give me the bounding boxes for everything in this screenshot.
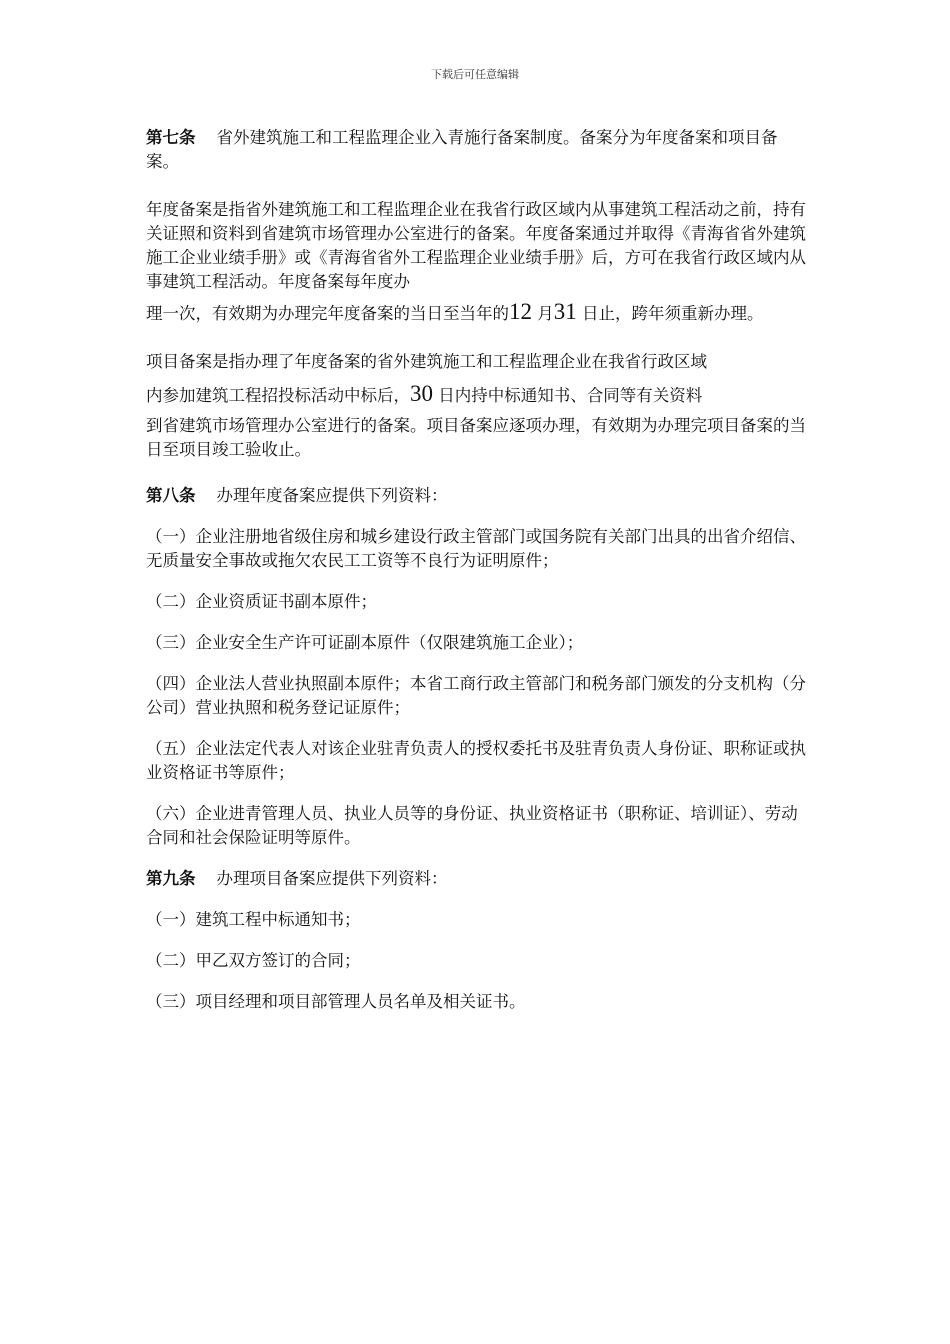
- article-7-text: 省外建筑施工和工程监理企业入青施行备案制度。备案分为年度备案和项目备案。: [146, 128, 778, 171]
- article-9-item-2: （二）甲乙双方签订的合同；: [146, 951, 361, 970]
- project-text-a: 内参加建筑工程招投标活动中标后，: [146, 386, 410, 405]
- annual-text-b: 月: [537, 304, 554, 323]
- project-days-number: 30: [410, 381, 433, 406]
- article-8-label: 第八条: [146, 486, 196, 505]
- article-9-label: 第九条: [146, 869, 196, 888]
- article-7-label: 第七条: [146, 128, 196, 147]
- project-filing-para-2: [146, 380, 808, 412]
- article-8-item-3: （三）企业安全生产许可证副本原件（仅限建筑施工企业）；: [146, 633, 584, 652]
- article-9: [146, 867, 808, 891]
- article-8-item-5: （五）企业法定代表人对该企业驻青负责人的授权委托书及驻青负责人身份证、职称证或执业资格证书等原件；: [146, 739, 806, 782]
- article-8-item-4: （四）企业法人营业执照副本原件；本省工商行政主管部门和税务部门颁发的分支机构（分公司）营业执照和税务登记证原件；: [146, 674, 806, 717]
- project-filing-para-1: 项目备案是指办理了年度备案的省外建筑施工和工程监理企业在我省行政区域: [146, 352, 707, 371]
- article-8-item-2: （二）企业资质证书副本原件；: [146, 592, 377, 611]
- annual-month-number: 12: [509, 299, 532, 324]
- annual-text-c: 日止，跨年须重新办理。: [582, 304, 764, 323]
- article-7: [146, 126, 808, 174]
- article-8: [146, 484, 808, 508]
- annual-text-a: 理一次，有效期为办理完年度备案的当日至当年的: [146, 304, 509, 323]
- article-9-text: 办理项目备案应提供下列资料：: [216, 869, 448, 888]
- article-9-item-1: （一）建筑工程中标通知书；: [146, 910, 361, 929]
- annual-day-number: 31: [553, 299, 577, 324]
- article-9-item-3: （三）项目经理和项目部管理人员名单及相关证书。: [146, 992, 526, 1011]
- article-8-item-6: （六）企业进青管理人员、执业人员等的身份证、执业资格证书（职称证、培训证）、劳动合同和社会保险证明等原件。: [146, 804, 798, 847]
- article-8-item-1: （一）企业注册地省级住房和城乡建设行政主管部门或国务院有关部门出具的出省介绍信、无质量安全事故或拖欠农民工工资等不良行为证明原件；: [146, 527, 806, 570]
- annual-filing-para-2: [146, 298, 808, 330]
- page-header: 下载后可任意编辑: [431, 68, 519, 81]
- document-body: [146, 126, 808, 1014]
- project-filing-para-3: 到省建筑市场管理办公室进行的备案。项目备案应逐项办理，有效期为办理完项目备案的当日至项目竣工验收止。: [146, 416, 806, 459]
- article-8-text: 办理年度备案应提供下列资料：: [216, 486, 448, 505]
- annual-filing-para-1: 年度备案是指省外建筑施工和工程监理企业在我省行政区域内从事建筑工程活动之前，持有关证照和资料到省建筑市场管理办公室进行的备案。年度备案通过并取得《青海省省外建筑施工企业业绩手册》或《青海省省外工程监理企业业绩手册》后，方可在我省行政区域内从事建筑工程活动。年度备案每年度办: [146, 200, 806, 291]
- project-text-b: 日内持中标通知书、合同等有关资料: [438, 386, 703, 405]
